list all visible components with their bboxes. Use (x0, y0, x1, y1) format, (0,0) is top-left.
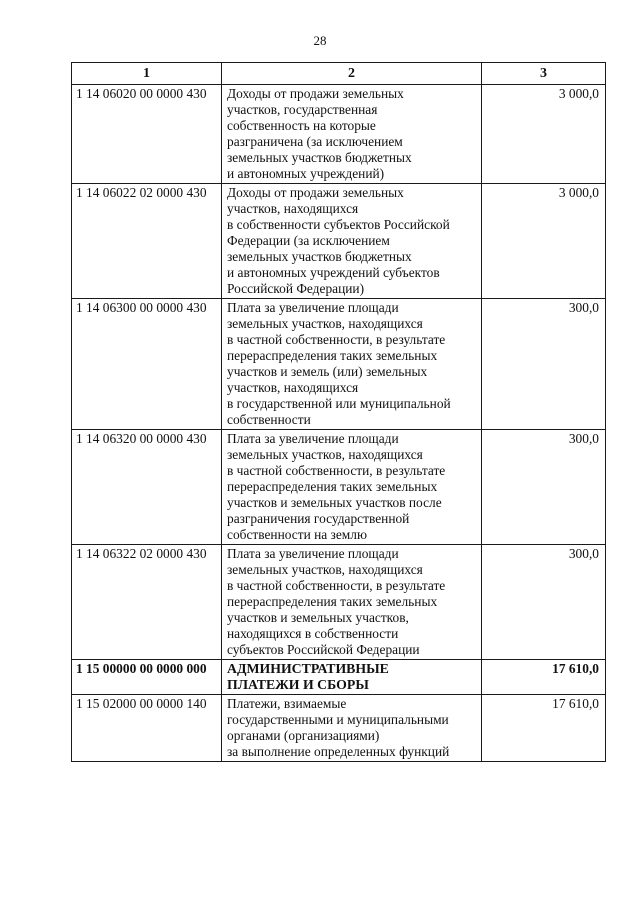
revenue-item-name-line: разграничена (за исключением (227, 134, 403, 149)
revenue-item-name-line: Плата за увеличение площади (227, 546, 399, 561)
budget-classification-code: 1 14 06300 00 0000 430 (72, 299, 222, 430)
revenue-item-name-line: в государственной или муниципальной (227, 396, 451, 411)
revenue-item-name-line: участков и земель (или) земельных (227, 364, 428, 379)
revenue-amount: 3 000,0 (482, 184, 606, 299)
revenue-item-name-line: Плата за увеличение площади (227, 431, 399, 446)
column-header-name: 2 (222, 63, 482, 85)
revenue-item-name-line: АДМИНИСТРАТИВНЫЕ (227, 661, 389, 676)
revenue-item-name (222, 430, 482, 545)
revenue-item-name-line: собственности (227, 412, 311, 427)
revenue-item-name-line: Федерации (за исключением (227, 233, 390, 248)
revenue-item-name-line: участков и земельных участков, (227, 610, 409, 625)
revenue-amount: 17 610,0 (482, 695, 606, 762)
budget-classification-code: 1 14 06322 02 0000 430 (72, 545, 222, 660)
revenue-item-name (222, 695, 482, 762)
revenue-item-name-line: Плата за увеличение площади (227, 300, 399, 315)
revenue-item-name-line: участков, находящихся (227, 380, 359, 395)
revenue-item-name-line: в частной собственности, в результате (227, 332, 446, 347)
budget-classification-code: 1 14 06320 00 0000 430 (72, 430, 222, 545)
table-header-row (72, 63, 606, 85)
revenue-item-name-line: разграничения государственной (227, 511, 410, 526)
revenue-amount: 3 000,0 (482, 85, 606, 184)
revenue-item-name-line: земельных участков бюджетных (227, 249, 412, 264)
revenue-item-name-line: субъектов Российской Федерации (227, 642, 420, 657)
budget-revenue-table (71, 62, 606, 762)
revenue-item-name-line: собственность на которые (227, 118, 376, 133)
budget-classification-code: 1 15 00000 00 0000 000 (72, 660, 222, 695)
revenue-item-name-line: и автономных учреждений) (227, 166, 385, 181)
revenue-item-name (222, 184, 482, 299)
revenue-item-name (222, 299, 482, 430)
table-row (72, 660, 606, 695)
revenue-amount: 17 610,0 (482, 660, 606, 695)
budget-classification-code: 1 14 06022 02 0000 430 (72, 184, 222, 299)
revenue-item-name-line: земельных участков, находящихся (227, 562, 423, 577)
table-row (72, 184, 606, 299)
table-row (72, 85, 606, 184)
revenue-item-name-line: участков, государственная (227, 102, 378, 117)
revenue-item-name (222, 660, 482, 695)
revenue-item-name-line: перераспределения таких земельных (227, 348, 438, 363)
revenue-item-name-line: участков, находящихся (227, 201, 359, 216)
revenue-item-name-line: земельных участков бюджетных (227, 150, 412, 165)
revenue-item-name-line: Платежи, взимаемые (227, 696, 347, 711)
revenue-item-name-line: земельных участков, находящихся (227, 447, 423, 462)
revenue-item-name-line: Доходы от продажи земельных (227, 86, 404, 101)
revenue-item-name-line: и автономных учреждений субъектов (227, 265, 440, 280)
revenue-item-name-line: органами (организациями) (227, 728, 380, 743)
revenue-item-name-line: собственности на землю (227, 527, 367, 542)
revenue-item-name-line: перераспределения таких земельных (227, 594, 438, 609)
revenue-amount: 300,0 (482, 430, 606, 545)
column-header-code: 1 (72, 63, 222, 85)
table-row (72, 545, 606, 660)
revenue-item-name-line: перераспределения таких земельных (227, 479, 438, 494)
table-row (72, 695, 606, 762)
revenue-item-name-line: государственными и муниципальными (227, 712, 449, 727)
budget-classification-code: 1 14 06020 00 0000 430 (72, 85, 222, 184)
revenue-item-name-line: в частной собственности, в результате (227, 578, 446, 593)
revenue-item-name-line: земельных участков, находящихся (227, 316, 423, 331)
table-row (72, 430, 606, 545)
revenue-item-name-line: в частной собственности, в результате (227, 463, 446, 478)
column-header-amount: 3 (482, 63, 606, 85)
page-number: 28 (313, 33, 327, 48)
revenue-item-name-line: в собственности субъектов Российской (227, 217, 450, 232)
table-body (72, 85, 606, 762)
revenue-item-name (222, 545, 482, 660)
revenue-item-name (222, 85, 482, 184)
revenue-amount: 300,0 (482, 545, 606, 660)
revenue-item-name-line: Доходы от продажи земельных (227, 185, 404, 200)
revenue-item-name-line: ПЛАТЕЖИ И СБОРЫ (227, 677, 369, 692)
revenue-item-name-line: участков и земельных участков после (227, 495, 442, 510)
budget-classification-code: 1 15 02000 00 0000 140 (72, 695, 222, 762)
revenue-item-name-line: находящихся в собственности (227, 626, 399, 641)
revenue-item-name-line: за выполнение определенных функций (227, 744, 450, 759)
table-row (72, 299, 606, 430)
revenue-item-name-line: Российской Федерации) (227, 281, 365, 296)
revenue-amount: 300,0 (482, 299, 606, 430)
